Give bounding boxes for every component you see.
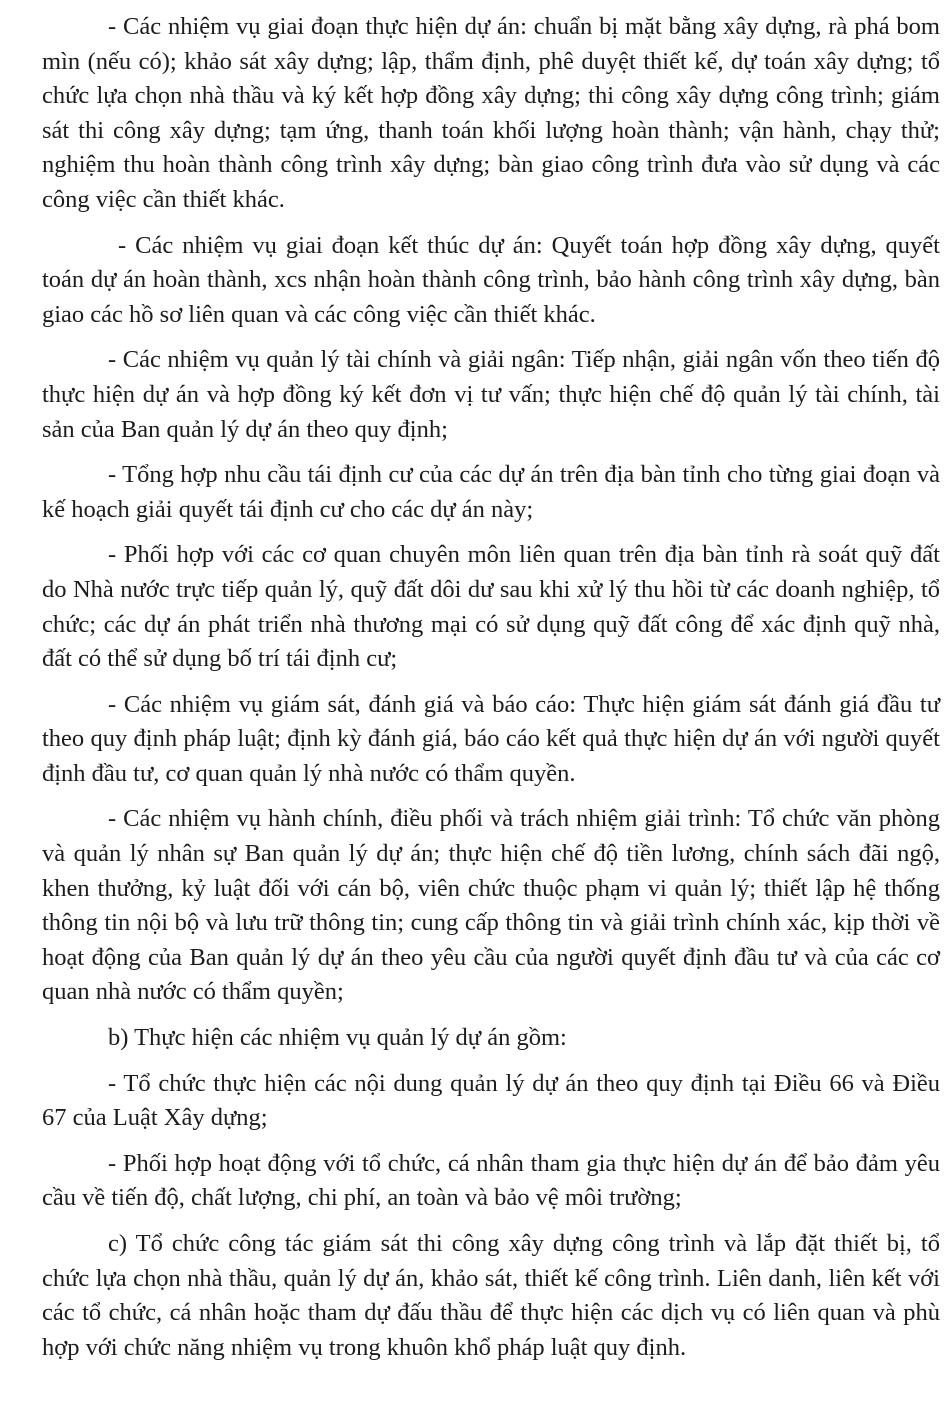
- paragraph-resettlement-needs: - Tổng hợp nhu cầu tái định cư của các dự án trên địa bàn tỉnh cho từng giai đoạn và kế hoạch giải quyết tái định cư cho các dự án này;: [42, 461, 940, 523]
- document-page: [42, 10, 940, 1376]
- paragraph-land-fund-review: - Phối hợp với các cơ quan chuyên môn liên quan trên địa bàn tỉnh rà soát quỹ đất do Nhà nước trực tiếp quản lý, quỹ đất dôi dư sau khi xử lý thu hồi từ các doanh nghiệp, tổ chức; các dự án phát triển nhà thương mại có sử dụng quỹ đất công để xác định quỹ nhà, đất có thể sử dụng bố trí tái định cư;: [42, 541, 940, 673]
- paragraph-supervision-reporting: - Các nhiệm vụ giám sát, đánh giá và báo cáo: Thực hiện giám sát đánh giá đầu tư theo quy định pháp luật; định kỳ đánh giá, báo cáo kết quả thực hiện dự án với người quyết định đầu tư, cơ quan quản lý nhà nước có thẩm quyền.: [42, 690, 940, 787]
- paragraph-section-c: c) Tổ chức công tác giám sát thi công xây dựng công trình và lắp đặt thiết bị, tổ chức lựa chọn nhà thầu, quản lý dự án, khảo sát, thiết kế công trình. Liên danh, liên kết với các tổ chức, cá nhân hoặc tham dự đấu thầu để thực hiện các dịch vụ có liên quan và phù hợp với chức năng nhiệm vụ trong khuôn khổ pháp luật quy định.: [42, 1230, 940, 1361]
- paragraph-administration: - Các nhiệm vụ hành chính, điều phối và trách nhiệm giải trình: Tổ chức văn phòng và quản lý nhân sự Ban quản lý dự án; thực hiện chế độ tiền lương, chính sách đãi ngộ, khen thưởng, kỷ luật đối với cán bộ, viên chức thuộc phạm vi quản lý; thiết lập hệ thống thông tin nội bộ và lưu trữ thông tin; cung cấp thông tin và giải trình chính xác, kịp thời về hoạt động của Ban quản lý dự án theo yêu cầu của người quyết định đầu tư và của các cơ quan nhà nước có thẩm quyền;: [42, 805, 940, 1006]
- paragraph-project-management-content: - Tổ chức thực hiện các nội dung quản lý dự án theo quy định tại Điều 66 và Điều 67 của Luật Xây dựng;: [42, 1069, 940, 1132]
- paragraph-section-b: b) Thực hiện các nhiệm vụ quản lý dự án gồm:: [108, 1024, 567, 1052]
- paragraph-coordination: - Phối hợp hoạt động với tổ chức, cá nhân tham gia thực hiện dự án để bảo đảm yêu cầu về tiến độ, chất lượng, chi phí, an toàn và bảo vệ môi trường;: [42, 1149, 940, 1212]
- paragraph-completion-phase: - Các nhiệm vụ giai đoạn kết thúc dự án: Quyết toán hợp đồng xây dựng, quyết toán dự án hoàn thành, xcs nhận hoàn thành công trình, bảo hành công trình xây dựng, bàn giao các hồ sơ liên quan và các công việc cần thiết khác.: [42, 231, 940, 328]
- paragraph-finance-disbursement: - Các nhiệm vụ quản lý tài chính và giải ngân: Tiếp nhận, giải ngân vốn theo tiến độ thực hiện dự án và hợp đồng ký kết đơn vị tư vấn; thực hiện chế độ quản lý tài chính, tài sản của Ban quản lý dự án theo quy định;: [42, 346, 940, 443]
- paragraph-implementation-phase: - Các nhiệm vụ giai đoạn thực hiện dự án: chuẩn bị mặt bằng xây dựng, rà phá bom mìn (nếu có); khảo sát xây dựng; lập, thẩm định, phê duyệt thiết kế, dự toán xây dựng; tổ chức lựa chọn nhà thầu và ký kết hợp đồng xây dựng; thi công xây dựng công trình; giám sát thi công xây dựng; tạm ứng, thanh toán khối lượng hoàn thành; vận hành, chạy thử; nghiệm thu hoàn thành công trình xây dựng; bàn giao công trình đưa vào sử dụng và các công việc cần thiết khác.: [42, 13, 940, 213]
